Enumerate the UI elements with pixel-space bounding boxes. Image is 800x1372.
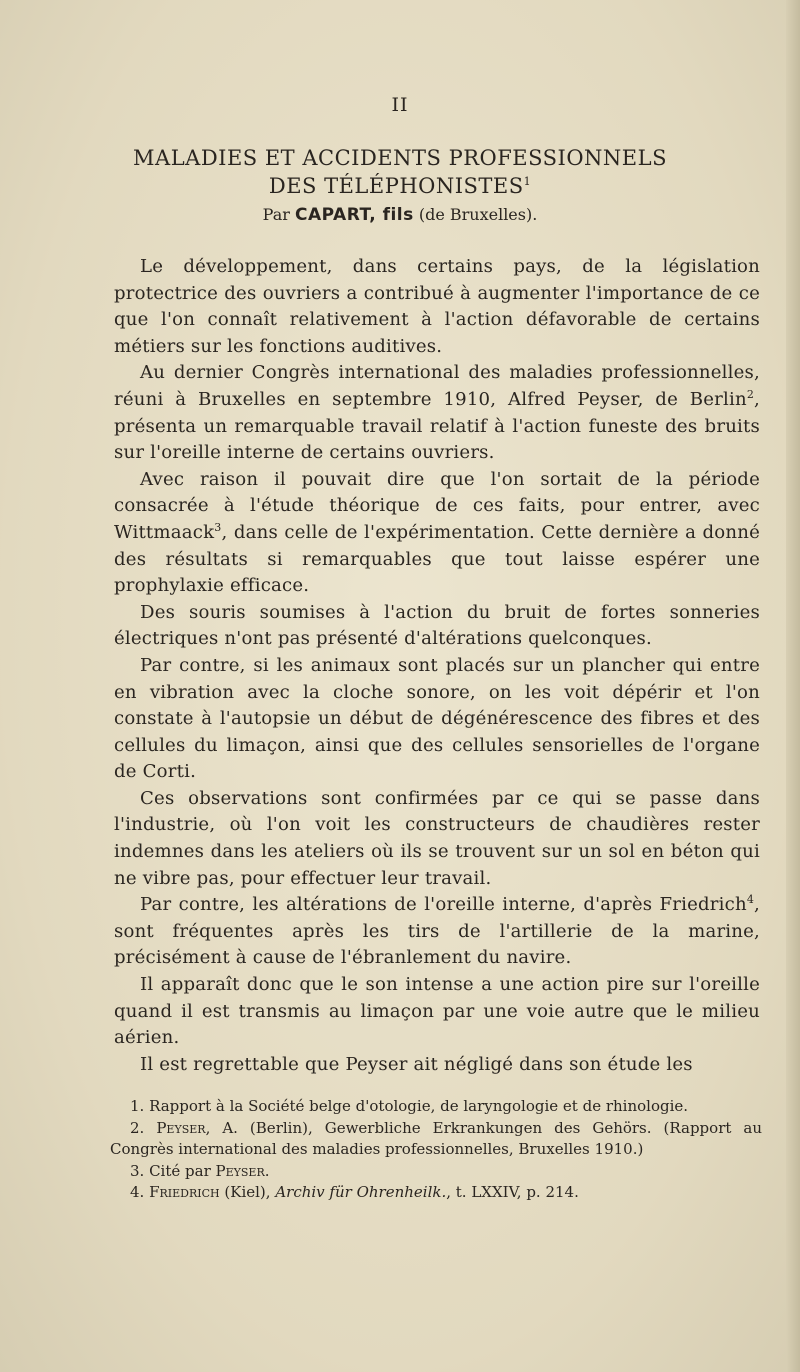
author-name: Peyser [156,1118,206,1137]
footnotes [110,1096,762,1204]
byline-place: (de Bruxelles). [418,205,538,224]
text-run: Par contre, les altérations de l'oreille interne, d'après Friedrich [140,894,747,916]
footnote-marker: 2 [746,387,755,401]
text-run: Au dernier Congrès international des maladies professionnelles, réuni à Bruxelles en septembre 1910, Alfred Peyser, de Berlin [114,362,760,410]
article-title-line-2 [0,174,800,198]
footnote [110,1118,762,1161]
paragraph [114,254,760,360]
text-run: 1. Rapport à la Société belge d'otologie, de laryngologie et de rhinologie. [130,1097,689,1115]
footnote [110,1096,762,1118]
page-number: II [391,94,409,116]
title-footnote-marker: 1 [523,175,532,188]
article-title-text: DES TÉLÉPHONISTES [268,174,524,198]
text-run: 4. [130,1183,150,1201]
text-run: (Kiel), [219,1183,276,1201]
author-name: Peyser [215,1161,265,1180]
text-run: . [264,1161,270,1180]
text-run: Par contre, si les animaux sont placés sur un plancher qui entre en vibration avec la cloche sonore, on les voit dépérir et l'on constate à l'autopsie un début de dégénérescence des fibres et des cellules du limaçon, ainsi que des cellules sensorielles de l'organe de Corti. [114,654,760,783]
paragraph [114,360,760,466]
text-run: 3. Cité par [130,1161,216,1180]
footnote-marker: 3 [214,520,222,534]
author-name: Friedrich [149,1183,220,1201]
paragraph [114,892,760,972]
text-run: 2. [130,1118,157,1137]
paragraph [114,786,760,892]
byline [0,205,800,225]
text-run: , dans celle de l'expérimentation. Cette dernière a donné des résultats si remarquables que tout laisse espérer une prophylaxie efficace. [114,521,760,597]
footnote [110,1161,762,1183]
text-run: Le développement, dans certains pays, de la législation protectrice des ouvriers a contribué à augmenter l'importance de ce que l'on connaît relativement à l'action défavorable de certains métiers sur les fonctions auditives. [114,256,760,357]
journal-title: Archiv für Ohrenheilk. [275,1183,447,1201]
text-run: Il est regrettable que Peyser ait négligé dans son étude les [140,1053,693,1075]
text-run: Ces observations sont confirmées par ce qui se passe dans l'industrie, où l'on voit les constructeurs de chaudières rester indemnes dans les ateliers où ils se trouvent sur un sol en béton qui ne vibre pas, pour effectuer leur travail. [114,787,760,889]
text-run: , t. LXXIV, p. 214. [446,1183,579,1201]
paragraph [114,653,760,786]
byline-prefix: Par [262,205,290,224]
paragraph [114,972,760,1052]
paragraph [114,600,760,653]
text-run: Il apparaît donc que le son intense a une action pire sur l'oreille quand il est transmis au limaçon par une voie autre que le milieu aérien. [114,974,760,1049]
paragraph [114,467,760,600]
text-run: Des souris soumises à l'action du bruit de fortes sonneries électriques n'ont pas présenté d'altérations quelconques. [114,601,760,650]
paragraph [114,1052,760,1079]
text-run: Avec raison il pouvait dire que l'on sortait de la période consacrée à l'étude théorique de ces faits, pour entrer, avec Wittmaack [114,468,760,543]
byline-author: CAPART, fils [295,205,414,225]
text-run: , sont fréquentes après les tirs de l'artillerie de la marine, précisément à cause de l'ébranlement du navire. [114,894,760,969]
text-run: , A. (Berlin), Gewerbliche Erkrankungen des Gehörs. (Rapport au Congrès international des maladies professionnelles, Bruxelles 1910.) [110,1118,762,1158]
article-body [114,254,760,1078]
article-title-line-1: MALADIES ET ACCIDENTS PROFESSIONNELS [133,146,667,170]
footnote-marker: 4 [746,893,755,907]
text-run: , présenta un remarquable travail relatif à l'action funeste des bruits sur l'oreille interne de certains ouvriers. [114,388,760,464]
footnote [110,1182,762,1204]
